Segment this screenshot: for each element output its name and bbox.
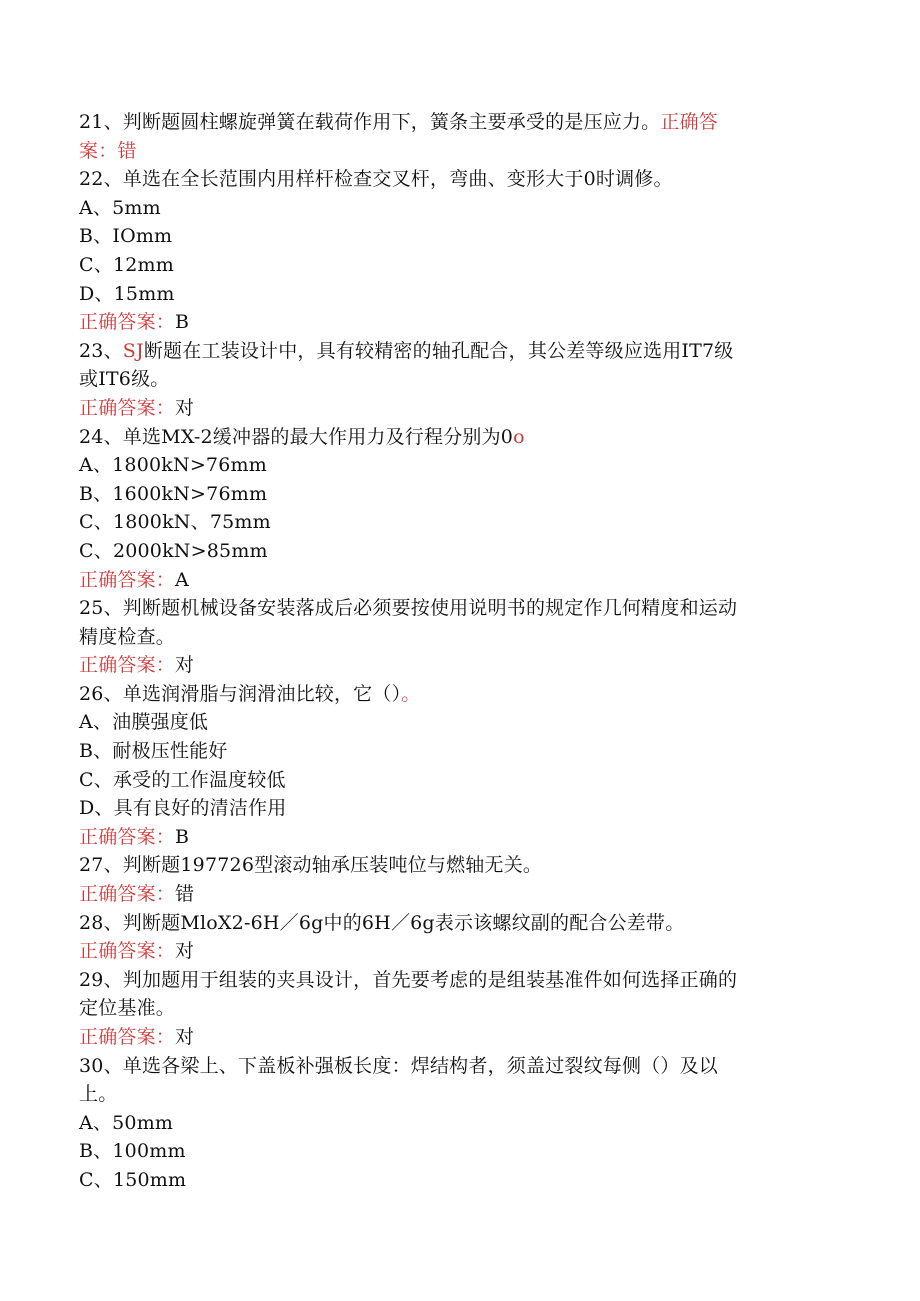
question-24-option-c-2: C、2000kN>85mm [79, 539, 268, 562]
question-29-line-1: 29、判加题用于组装的夹具设计，首先要考虑的是组装基准件如何选择正确的 [79, 968, 738, 991]
question-23-line-1 [79, 337, 824, 366]
question-26-option-c: C、承受的工作温度较低 [79, 768, 286, 791]
question-24-answer [79, 566, 824, 595]
question-23-text: 断题在工装设计中，具有较精密的轴孔配合，其公差等级应选用IT7级 [143, 339, 734, 362]
question-29-answer [79, 1023, 824, 1052]
question-24-option-b: B、1600kN>76mm [79, 482, 268, 505]
answer-label: 正确答案： [79, 568, 176, 591]
question-21-text: 21、判断题圆柱螺旋弹簧在载荷作用下，簧条主要承受的是压应力。 [79, 111, 661, 133]
answer-label: 正确答案： [79, 311, 176, 334]
answer-value: 对 [175, 940, 195, 963]
answer-value: 错 [175, 883, 195, 906]
question-30-option-b: B、100mm [79, 1140, 186, 1163]
question-26-option-a: A、油膜强度低 [79, 711, 209, 734]
answer-value: 对 [175, 654, 195, 677]
answer-label: 正确答案： [79, 883, 176, 906]
question-23-red-mark: SJ [122, 339, 144, 362]
question-27-answer [79, 880, 824, 909]
answer-value: B [175, 311, 190, 334]
question-24-option-a: A、1800kN>76mm [79, 454, 267, 477]
question-26-option-d: D、具有良好的清洁作用 [79, 797, 287, 820]
question-21-answer-label-part2: 案： [79, 139, 118, 162]
question-24-option-c: C、1800kN、75mm [79, 511, 271, 534]
answer-label: 正确答案： [79, 940, 176, 963]
question-26-line [79, 680, 824, 709]
question-24-red-mark: o [513, 425, 525, 448]
answer-label: 正确答案： [79, 825, 176, 848]
question-29-line-2: 定位基准。 [79, 997, 176, 1020]
question-27-text: 27、判断题197726型滚动轴承压装吨位与燃轴无关。 [79, 854, 543, 877]
question-23-prefix: 23、 [79, 339, 123, 362]
question-25-line-1: 25、判断题机械设备安装落成后必须要按使用说明书的规定作几何精度和运动 [79, 597, 738, 620]
question-21-line-2 [79, 137, 824, 166]
answer-value: A [175, 568, 189, 591]
question-24-text: 24、单选MX-2缓冲器的最大作用力及行程分别为0 [79, 425, 514, 448]
question-22-option-b: B、IOmm [79, 225, 173, 248]
answer-label: 正确答案： [79, 654, 176, 677]
question-25-answer [79, 651, 824, 680]
question-24-line [79, 423, 824, 452]
question-list [79, 108, 824, 1195]
question-22-option-d: D、15mm [79, 282, 175, 305]
question-25-line-2: 精度检查。 [79, 625, 176, 648]
question-30-option-a: A、50mm [79, 1111, 174, 1134]
question-21-line-1 [79, 108, 824, 137]
question-28-answer [79, 937, 824, 966]
question-26-red-mark: 。 [401, 682, 421, 705]
question-22-option-a: A、5mm [79, 196, 161, 219]
question-28-text: 28、判断题MloX2-6H／6g中的6H／6g表示该螺纹副的配合公差带。 [79, 911, 685, 934]
question-26-text: 26、单选润滑脂与润滑油比较，它（） [79, 682, 402, 705]
question-30-line-1: 30、单选各梁上、下盖板补强板长度：焊结构者，须盖过裂纹每侧（）及以 [79, 1054, 718, 1077]
question-21-answer-label-part1: 正确答 [660, 111, 718, 133]
question-26-option-b: B、耐极压性能好 [79, 740, 228, 763]
question-21-answer-value: 错 [117, 139, 137, 162]
question-23-answer [79, 394, 824, 423]
answer-value: B [175, 825, 190, 848]
question-30-line-2: 上。 [79, 1083, 118, 1106]
answer-label: 正确答案： [79, 1026, 176, 1048]
question-23-line-2: 或IT6级。 [79, 368, 170, 391]
question-22-option-c: C、12mm [79, 253, 174, 276]
question-30-option-c: C、150mm [79, 1168, 187, 1191]
answer-label: 正确答案： [79, 396, 176, 419]
answer-value: 对 [175, 396, 195, 419]
answer-value: 对 [175, 1026, 195, 1048]
question-26-answer [79, 823, 824, 852]
question-22-answer [79, 308, 824, 337]
question-22-text: 22、单选在全长范围内用样杆检查交叉杆，弯曲、变形大于0时调修。 [79, 168, 673, 191]
